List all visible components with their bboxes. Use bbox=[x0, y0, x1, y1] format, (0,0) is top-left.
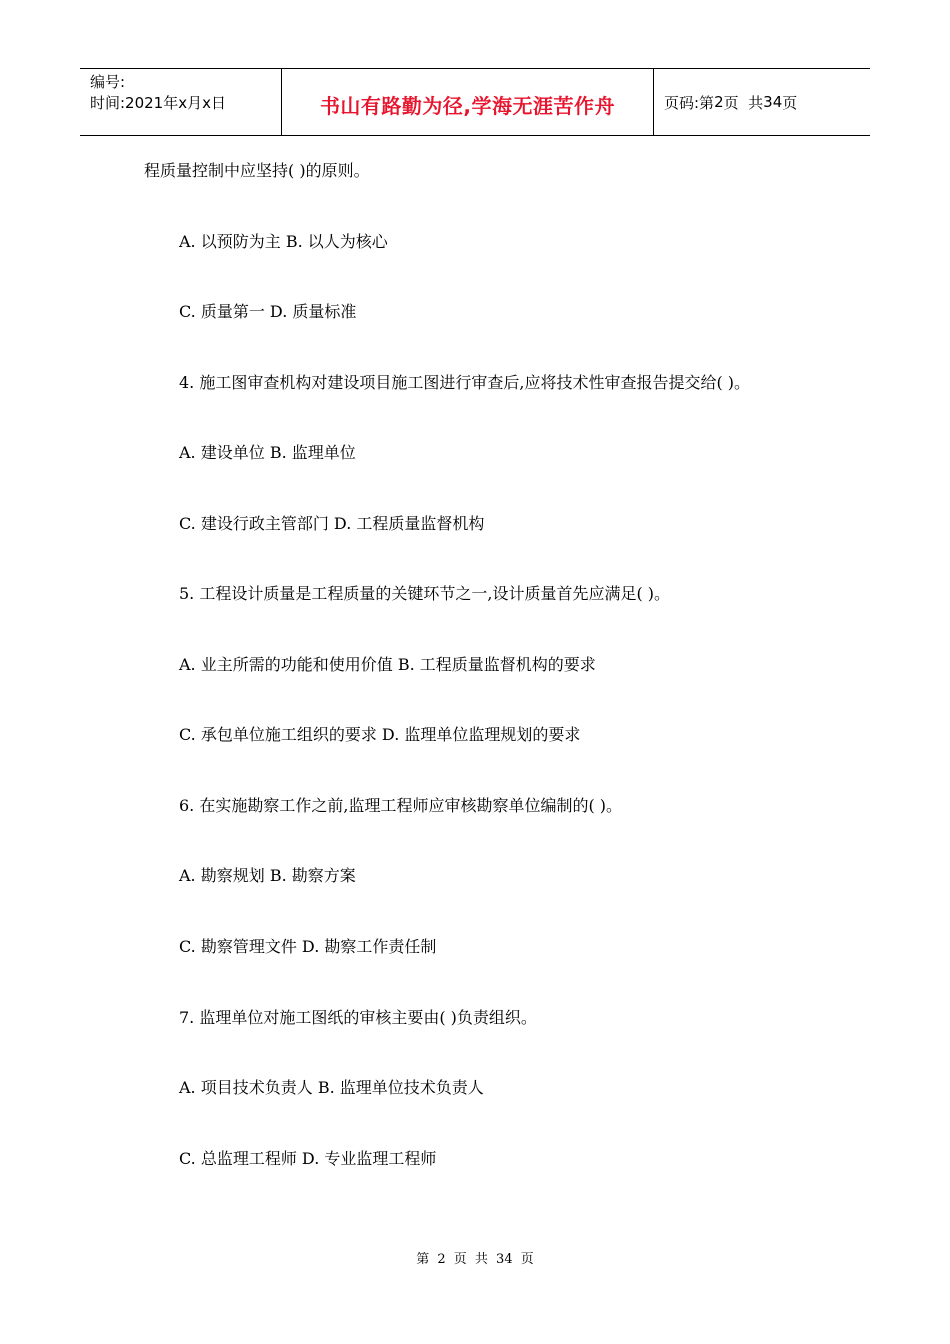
question-line: 7. 监理单位对施工图纸的审核主要由( )负责组织。 bbox=[179, 1008, 537, 1027]
option-line: A. 业主所需的功能和使用价值 B. 工程质量监督机构的要求 bbox=[179, 655, 596, 674]
page-header bbox=[80, 68, 870, 136]
number-label: 编号: bbox=[90, 73, 126, 91]
header-meta bbox=[80, 69, 282, 135]
question-line: 4. 施工图审查机构对建设项目施工图进行审查后,应将技术性审查报告提交给( )。 bbox=[179, 373, 751, 392]
motto: 书山有路勤为径,学海无涯苦作舟 bbox=[319, 93, 616, 118]
header-page-info bbox=[654, 69, 870, 135]
question-line: 5. 工程设计质量是工程质量的关键环节之一,设计质量首先应满足( )。 bbox=[179, 584, 671, 603]
header-motto-cell bbox=[282, 69, 654, 135]
option-line: C. 建设行政主管部门 D. 工程质量监督机构 bbox=[179, 514, 485, 533]
option-line: C. 总监理工程师 D. 专业监理工程师 bbox=[179, 1149, 437, 1168]
page-footer bbox=[0, 1248, 950, 1267]
question-line: 6. 在实施勘察工作之前,监理工程师应审核勘察单位编制的( )。 bbox=[179, 796, 623, 815]
option-line: A. 勘察规划 B. 勘察方案 bbox=[179, 866, 356, 885]
page-number: 2 bbox=[714, 93, 724, 111]
text-line: 程质量控制中应坚持( )的原则。 bbox=[144, 161, 370, 180]
option-line: A. 项目技术负责人 B. 监理单位技术负责人 bbox=[179, 1078, 484, 1097]
option-line: C. 承包单位施工组织的要求 D. 监理单位监理规划的要求 bbox=[179, 725, 581, 744]
option-line: C. 质量第一 D. 质量标准 bbox=[179, 302, 357, 321]
page-total: 34 bbox=[763, 93, 783, 111]
time-label: 时间:2021年x月x日 bbox=[90, 94, 226, 112]
page-mid: 页 共 bbox=[723, 93, 764, 112]
page-end: 页 bbox=[782, 93, 798, 112]
footer-page-text: 第 2 页 共 34 页 bbox=[416, 1252, 534, 1267]
option-line: A. 以预防为主 B. 以人为核心 bbox=[179, 232, 388, 251]
option-line: C. 勘察管理文件 D. 勘察工作责任制 bbox=[179, 937, 437, 956]
option-line: A. 建设单位 B. 监理单位 bbox=[179, 443, 356, 462]
page-label: 页码:第 bbox=[664, 93, 715, 112]
